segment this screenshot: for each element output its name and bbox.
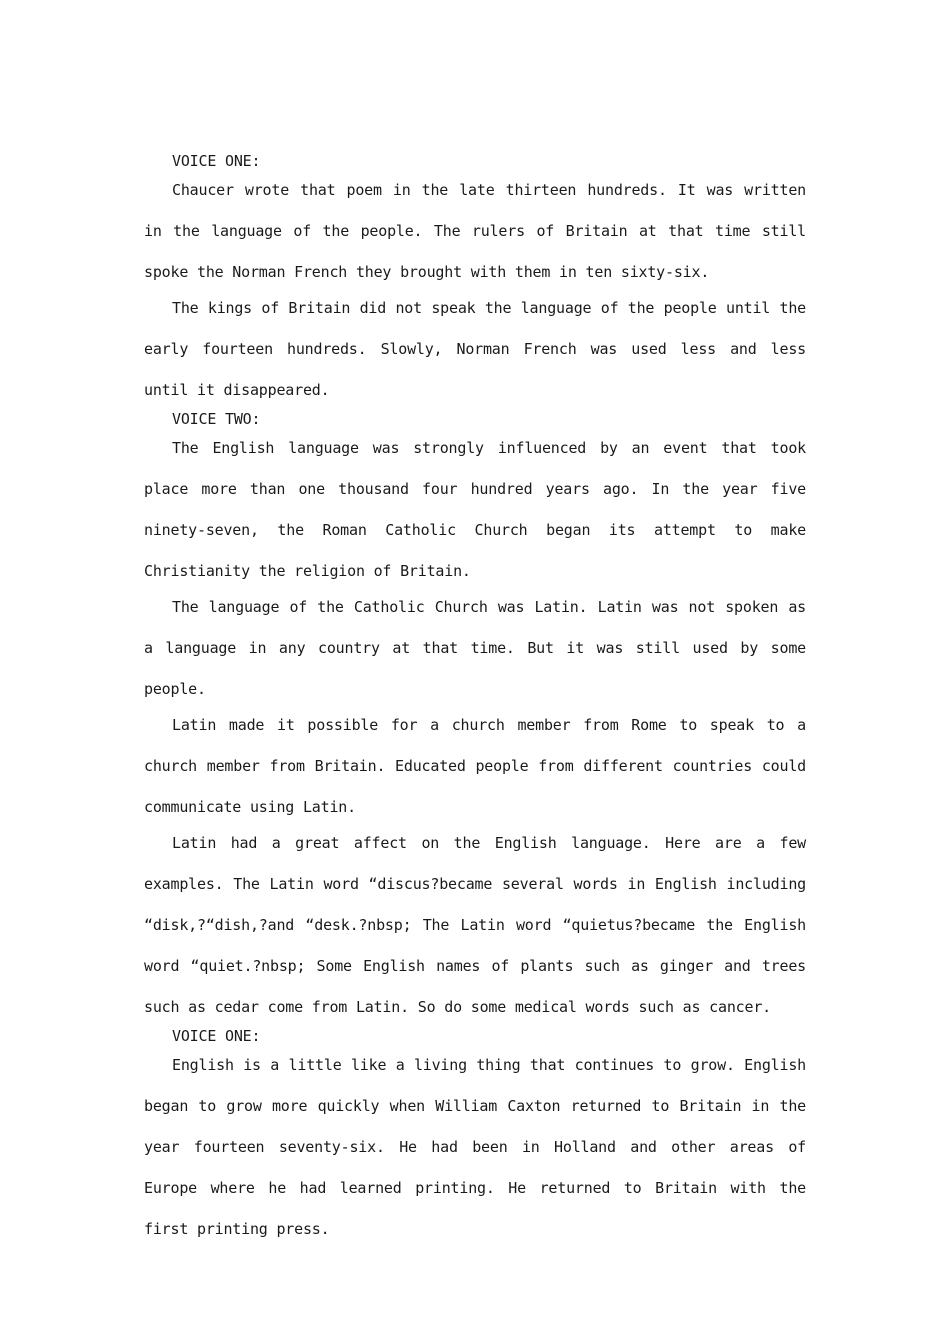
- speaker-label: VOICE TWO:: [172, 410, 261, 428]
- paragraph: The English language was strongly influenced by an event that took place more than one thousand four hundred years ago. In the year five ninety-seven, the Roman Catholic Church began its attempt to make Christianity the religion of Britain.: [144, 439, 806, 580]
- speaker-label: VOICE ONE:: [172, 152, 261, 170]
- paragraph: Latin made it possible for a church member from Rome to speak to a church member from Britain. Educated people from different countries could communicate using Latin.: [144, 716, 806, 816]
- paragraph: Latin had a great affect on the English language. Here are a few examples. The Latin word “discus?became several words in English including “disk,?“dish,?and “desk.?nbsp; The Latin word “quietus?became the English word “quiet.?nbsp; Some English names of plants such as ginger and trees such as cedar come from Latin. So do some medical words such as cancer.: [144, 834, 806, 1016]
- document-body: [144, 148, 806, 1245]
- paragraph: The language of the Catholic Church was Latin. Latin was not spoken as a language in any country at that time. But it was still used by some people.: [144, 598, 806, 698]
- speaker-label: VOICE ONE:: [172, 1027, 261, 1045]
- paragraph: English is a little like a living thing that continues to grow. English began to grow more quickly when William Caxton returned to Britain in the year fourteen seventy-six. He had been in Holland and other areas of Europe where he had learned printing. He returned to Britain with the first printing press.: [144, 1056, 806, 1238]
- paragraph: Chaucer wrote that poem in the late thirteen hundreds. It was written in the language of the people. The rulers of Britain at that time still spoke the Norman French they brought with them in ten sixty-six.: [144, 181, 806, 281]
- paragraph: The kings of Britain did not speak the language of the people until the early fourteen hundreds. Slowly, Norman French was used less and less until it disappeared.: [144, 299, 806, 399]
